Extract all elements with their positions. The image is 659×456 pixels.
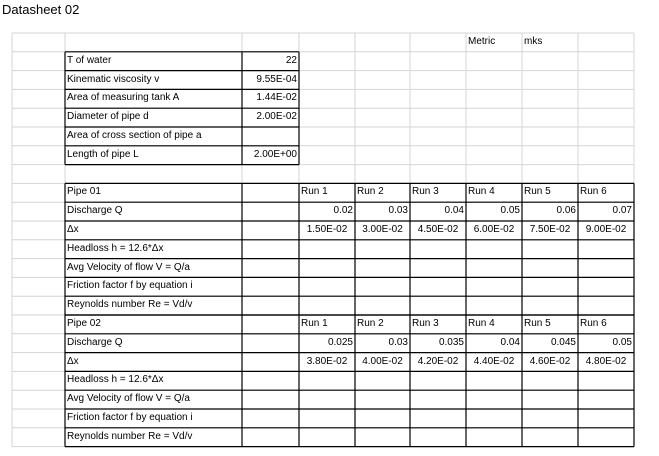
run-header[interactable]: Run 1: [301, 186, 328, 198]
data-cell[interactable]: [522, 370, 578, 389]
property-value[interactable]: 9.55E-04: [256, 73, 297, 85]
data-cell[interactable]: [355, 389, 410, 408]
property-value[interactable]: 2.00E-02: [256, 111, 297, 123]
data-cell[interactable]: [355, 370, 410, 389]
data-cell[interactable]: [410, 427, 466, 446]
data-cell[interactable]: 0.025: [327, 336, 353, 348]
data-cell[interactable]: [355, 276, 410, 295]
run-header[interactable]: Run 6: [580, 186, 607, 198]
row-label[interactable]: Avg Velocity of flow V = Q/a: [67, 261, 190, 273]
row-label[interactable]: Δx: [67, 355, 79, 367]
run-header[interactable]: Run 5: [524, 186, 551, 198]
data-cell[interactable]: [410, 295, 466, 314]
data-cell[interactable]: 0.035: [438, 336, 464, 348]
data-cell[interactable]: 1.50E-02: [306, 224, 348, 235]
data-cell[interactable]: [578, 408, 634, 427]
run-header[interactable]: Run 5: [524, 318, 551, 329]
row-label[interactable]: Reynolds number Re = Vd/v: [67, 430, 193, 442]
run-header[interactable]: Run 4: [468, 318, 495, 329]
data-cell[interactable]: 4.20E-02: [417, 355, 459, 367]
data-cell[interactable]: [355, 427, 410, 446]
data-cell[interactable]: 3.00E-02: [362, 224, 403, 235]
row-label[interactable]: Discharge Q: [67, 336, 123, 348]
units-system-value[interactable]: mks: [524, 36, 543, 47]
data-cell[interactable]: 3.80E-02: [306, 355, 348, 367]
data-cell[interactable]: [410, 408, 466, 427]
row-label[interactable]: Avg Velocity of flow V = Q/a: [67, 393, 190, 405]
data-cell[interactable]: [410, 239, 466, 258]
data-cell[interactable]: 6.00E-02: [473, 224, 515, 235]
data-cell[interactable]: [410, 258, 466, 277]
data-cell[interactable]: [466, 239, 522, 258]
data-cell[interactable]: [578, 239, 634, 258]
property-label[interactable]: T of water: [67, 54, 112, 66]
run-header[interactable]: Run 1: [301, 318, 328, 329]
data-cell[interactable]: [578, 276, 634, 295]
data-cell[interactable]: 4.40E-02: [473, 355, 515, 367]
data-cell[interactable]: [578, 370, 634, 389]
data-cell[interactable]: [299, 239, 355, 258]
data-cell[interactable]: [355, 408, 410, 427]
data-cell[interactable]: [522, 258, 578, 277]
data-cell[interactable]: [522, 408, 578, 427]
data-cell[interactable]: 0.03: [388, 336, 408, 348]
data-cell[interactable]: [578, 427, 634, 446]
run-header[interactable]: Run 2: [357, 186, 384, 198]
property-value[interactable]: [242, 126, 299, 145]
data-cell[interactable]: 0.02: [333, 205, 353, 217]
property-label[interactable]: Area of measuring tank A: [67, 92, 180, 104]
property-value[interactable]: 1.44E-02: [256, 92, 297, 104]
pipe-name[interactable]: Pipe 02: [67, 318, 101, 329]
property-value[interactable]: 22: [285, 54, 297, 66]
data-cell[interactable]: 9.00E-02: [585, 224, 627, 235]
data-cell[interactable]: [466, 427, 522, 446]
data-cell[interactable]: 7.50E-02: [529, 224, 571, 235]
data-cell[interactable]: [299, 427, 355, 446]
data-cell[interactable]: 4.60E-02: [529, 355, 571, 367]
data-cell[interactable]: [299, 276, 355, 295]
data-cell[interactable]: [466, 276, 522, 295]
property-label[interactable]: Length of pipe L: [67, 148, 139, 160]
run-header[interactable]: Run 2: [357, 318, 384, 329]
data-cell[interactable]: [299, 370, 355, 389]
property-label[interactable]: Diameter of pipe d: [67, 111, 149, 123]
row-label[interactable]: Headloss h = 12.6*Δx: [67, 374, 164, 386]
data-cell[interactable]: [410, 370, 466, 389]
data-cell[interactable]: [522, 427, 578, 446]
data-cell[interactable]: [578, 389, 634, 408]
data-cell[interactable]: [522, 276, 578, 295]
data-cell[interactable]: [522, 389, 578, 408]
property-label[interactable]: Area of cross section of pipe a: [67, 130, 202, 141]
data-cell[interactable]: 0.045: [550, 336, 576, 348]
data-cell[interactable]: [410, 389, 466, 408]
data-cell[interactable]: 0.04: [444, 205, 464, 217]
data-cell[interactable]: [466, 295, 522, 314]
pipe-name[interactable]: Pipe 01: [67, 186, 101, 198]
data-cell[interactable]: 0.06: [556, 205, 576, 217]
page-title: Datasheet 02: [2, 2, 80, 17]
data-cell[interactable]: [299, 389, 355, 408]
run-header[interactable]: Run 3: [412, 186, 439, 198]
row-label[interactable]: Reynolds number Re = Vd/v: [67, 299, 193, 311]
data-cell[interactable]: 0.03: [388, 205, 408, 217]
run-header[interactable]: Run 3: [412, 318, 439, 329]
data-cell[interactable]: 0.05: [500, 205, 520, 217]
run-header[interactable]: Run 6: [580, 318, 607, 329]
data-cell[interactable]: [466, 370, 522, 389]
data-cell[interactable]: [299, 295, 355, 314]
data-cell[interactable]: [355, 295, 410, 314]
row-label[interactable]: Friction factor f by equation i: [67, 412, 193, 423]
data-cell[interactable]: [578, 295, 634, 314]
units-system-label[interactable]: Metric: [468, 36, 496, 47]
data-cell[interactable]: [466, 258, 522, 277]
data-cell[interactable]: 4.50E-02: [417, 224, 459, 235]
data-cell[interactable]: [299, 258, 355, 277]
data-cell[interactable]: 0.05: [612, 336, 632, 348]
row-label[interactable]: Δx: [67, 224, 79, 235]
data-cell[interactable]: 0.04: [500, 336, 520, 348]
data-cell[interactable]: [466, 408, 522, 427]
data-cell[interactable]: [355, 258, 410, 277]
data-cell[interactable]: 4.00E-02: [362, 355, 403, 367]
data-cell[interactable]: [299, 408, 355, 427]
property-label[interactable]: Kinematic viscosity v: [67, 73, 160, 85]
data-cell[interactable]: [355, 239, 410, 258]
data-cell[interactable]: [522, 239, 578, 258]
row-label[interactable]: Discharge Q: [67, 205, 123, 217]
run-header[interactable]: Run 4: [468, 186, 495, 198]
property-value[interactable]: 2.00E+00: [253, 148, 297, 160]
data-cell[interactable]: [410, 276, 466, 295]
data-cell[interactable]: 4.80E-02: [585, 355, 627, 367]
data-cell[interactable]: [466, 389, 522, 408]
row-label[interactable]: Friction factor f by equation i: [67, 280, 193, 292]
data-cell[interactable]: [522, 295, 578, 314]
data-cell[interactable]: 0.07: [612, 205, 632, 217]
data-cell[interactable]: [578, 258, 634, 277]
row-label[interactable]: Headloss h = 12.6*Δx: [67, 242, 164, 254]
